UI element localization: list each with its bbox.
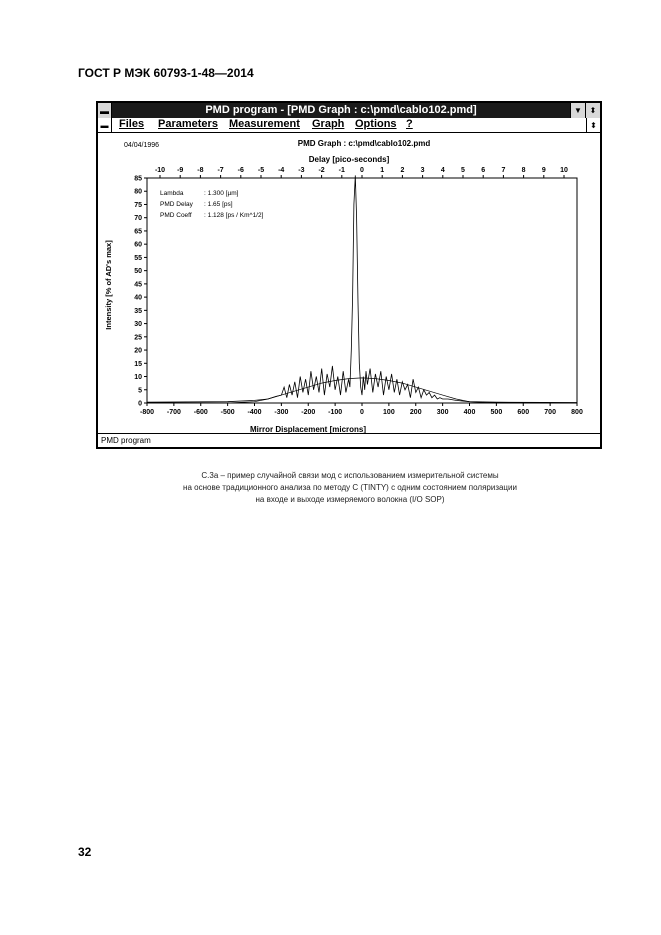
info-pmd-coeff-value: : 1.128 [ps / Km^1/2]: [204, 212, 264, 219]
y-axis-label: Intensity [% of AD's max]: [104, 240, 113, 330]
caption-line-3: на входе и выходе измеряемого волокна (I/O SOP): [255, 495, 445, 504]
caption-line-1: С.3а – пример случайной связи мод с использованием измерительной системы: [201, 471, 499, 480]
title-bar[interactable]: [98, 103, 600, 119]
x-tick-label: -600: [193, 409, 208, 416]
x2-tick-label: -2: [318, 167, 325, 174]
x2-tick-label: -10: [154, 167, 166, 174]
y-tick-label: 60: [134, 241, 142, 249]
x2-tick-label: 6: [481, 167, 486, 174]
x2-tick-label: 7: [501, 167, 506, 174]
x-tick-label: -500: [220, 409, 235, 416]
x2-tick-label: 4: [440, 167, 445, 174]
series-group: [147, 175, 577, 403]
x-tick-label: 100: [383, 409, 395, 416]
page-number: 32: [78, 845, 92, 859]
x-tick-label: 800: [571, 409, 583, 416]
x-axis-label: Mirror Displacement [microns]: [249, 425, 367, 433]
x2-tick-label: 2: [400, 167, 405, 174]
y-tick-label: 80: [134, 188, 142, 196]
x-tick-label: 500: [490, 409, 503, 416]
maximize-restore-icon[interactable]: ⬍: [585, 103, 600, 118]
y-axis-ticks: [134, 176, 147, 408]
x2-tick-label: 3: [420, 167, 425, 174]
info-lambda-label: Lambda: [160, 190, 184, 197]
x-axis-ticks: [138, 400, 583, 416]
x2-tick-label: -6: [237, 167, 244, 174]
x2-tick-label: -3: [298, 167, 305, 174]
x2-axis-ticks: [155, 167, 568, 178]
graph-title: PMD Graph : c:\pmd\cablo102.pmd: [297, 139, 431, 148]
y-tick-label: 70: [134, 215, 142, 223]
menu-help[interactable]: ?: [406, 118, 413, 130]
x2-tick-label: 8: [521, 167, 526, 174]
document-menu-icon[interactable]: ▬: [98, 118, 112, 132]
caption-line-2: на основе традиционного анализа по методу С (TINTY) с одним состоянием поляризации: [183, 483, 517, 492]
x2-tick-label: -7: [217, 167, 224, 174]
y-tick-label: 50: [134, 268, 142, 276]
y-tick-label: 15: [134, 360, 142, 368]
x2-tick-label: 10: [560, 167, 568, 174]
y-tick-label: 45: [134, 281, 142, 289]
y-tick-label: 25: [134, 334, 142, 342]
y-tick-label: 75: [134, 201, 142, 209]
info-panel: [160, 190, 264, 219]
info-pmd-delay-label: PMD Delay: [160, 201, 193, 208]
window-title: PMD program - [PMD Graph : c:\pmd\cablo102.pmd]: [205, 104, 477, 116]
info-pmd-delay-value: : 1.65 [ps]: [204, 201, 233, 208]
menu-bar: [98, 118, 600, 133]
y-tick-label: 0: [138, 400, 142, 408]
info-lambda-value: : 1.300 [µm]: [204, 190, 239, 197]
menu-graph[interactable]: Graph: [312, 118, 345, 130]
x-tick-label: 600: [517, 409, 530, 416]
y-tick-label: 35: [134, 307, 142, 315]
x2-tick-label: 5: [461, 167, 465, 174]
x2-tick-label: 0: [360, 167, 364, 174]
x-tick-label: -200: [301, 409, 316, 416]
pmd-program-window: [96, 101, 602, 449]
graph-date: 04/04/1996: [124, 142, 160, 149]
y-tick-label: 85: [134, 175, 142, 183]
system-menu-icon[interactable]: ▬: [98, 103, 112, 118]
x-tick-label: 0: [360, 409, 364, 416]
y-tick-label: 55: [134, 254, 142, 262]
y-tick-label: 30: [134, 321, 142, 329]
info-pmd-coeff-label: PMD Coeff: [160, 212, 192, 219]
x-tick-label: -100: [328, 409, 343, 416]
menu-measurement[interactable]: Measurement: [229, 118, 300, 130]
y-tick-label: 5: [138, 387, 142, 395]
menu-options[interactable]: Options: [355, 118, 397, 130]
status-bar: PMD program: [98, 433, 600, 447]
menu-parameters[interactable]: Parameters: [158, 118, 218, 130]
x-tick-label: -300: [274, 409, 289, 416]
x-tick-label: 400: [463, 409, 476, 416]
x2-tick-label: -1: [338, 167, 345, 174]
series-line-0: [147, 175, 577, 402]
y-tick-label: 40: [134, 294, 142, 302]
x2-tick-label: -4: [278, 167, 285, 174]
y-tick-label: 10: [134, 374, 142, 382]
x2-axis-label: Delay [pico-seconds]: [308, 155, 390, 164]
x2-tick-label: 1: [380, 167, 385, 174]
x2-tick-label: -5: [257, 167, 265, 174]
x-tick-label: 200: [409, 409, 422, 416]
minimize-icon[interactable]: ▼: [570, 103, 585, 118]
x2-tick-label: -9: [177, 167, 184, 174]
y-tick-label: 20: [134, 347, 142, 355]
menu-files[interactable]: Files: [119, 118, 145, 130]
x-tick-label: -800: [139, 409, 155, 416]
x2-tick-label: -8: [197, 167, 204, 174]
graph-client-area: [98, 133, 600, 433]
y-tick-label: 65: [134, 228, 142, 236]
document-header: ГОСТ Р МЭК 60793-1-48—2014: [78, 66, 254, 80]
document-restore-icon[interactable]: ⬍: [586, 118, 600, 132]
x-tick-label: -400: [247, 409, 262, 416]
x-tick-label: -700: [166, 409, 181, 416]
pmd-chart: [98, 133, 600, 433]
x-tick-label: 300: [436, 409, 449, 416]
x2-tick-label: 9: [541, 167, 546, 174]
x-tick-label: 700: [544, 409, 556, 416]
